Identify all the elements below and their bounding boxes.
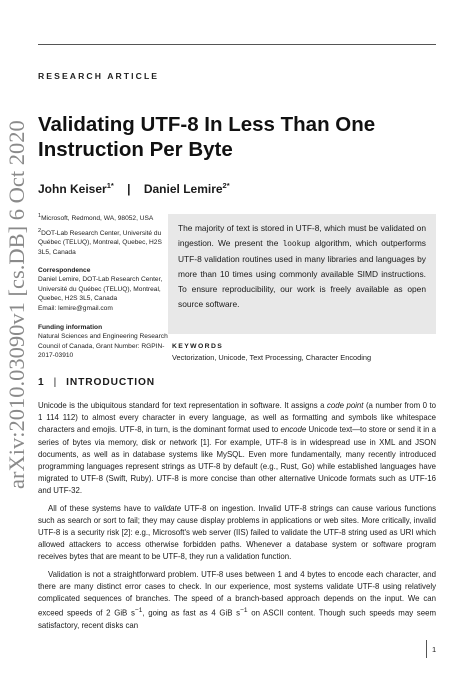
section-title: INTRODUCTION bbox=[66, 377, 156, 388]
keywords-heading: KEYWORDS bbox=[172, 343, 224, 350]
funding-block bbox=[38, 323, 170, 361]
section-separator: | bbox=[53, 377, 58, 388]
article-type-label: RESEARCH ARTICLE bbox=[38, 71, 160, 81]
author-affiliation-mark: 2* bbox=[222, 181, 230, 190]
footer-rule bbox=[426, 640, 427, 658]
abstract-part: algorithm, which outperforms UTF-8 validation routines used in many libraries and languages by more than 10 times using commonly available SIMD instructions. To ensure reproducibility, our work is freely available as open source software. bbox=[178, 237, 426, 309]
emphasis: encode bbox=[280, 425, 307, 435]
emphasis: code point bbox=[326, 401, 364, 410]
affiliation-number: 1 bbox=[38, 213, 42, 219]
paper-title: Validating UTF-8 In Less Than One Instruction Per Byte bbox=[38, 113, 376, 161]
correspondence-email: Email: lemire@gmail.com bbox=[38, 304, 113, 312]
affiliation-text: Microsoft, Redmond, WA, 98052, USA bbox=[41, 215, 154, 223]
exponent: −1 bbox=[134, 607, 143, 615]
body-paragraph: Validation is not a straightforward problem. UTF-8 uses between 1 and 4 bytes to encode each character, and there are many distinct error cases to check. In our experience, most systems validate UTF-8 using relatively complicated sequences of branches. The speed of a branch-based approach depends on the input. We can exceed speeds of 2 GiB $s^{-1}$, going as fast as 4 GiB $s^{-1}$ on ASCII content. Though such speeds may seem satisfactory, recent disks can bbox=[38, 569, 436, 631]
abstract-part: The majority of text is stored in UTF-8, which must be validated on ingestion. We present the bbox=[178, 223, 426, 248]
correspondence-heading: Correspondence bbox=[38, 267, 91, 274]
correspondence-block bbox=[38, 266, 170, 313]
abstract-box bbox=[168, 214, 436, 334]
author-line bbox=[38, 181, 230, 196]
funding-text: Natural Sciences and Engineering Research Council of Canada, Grant Number: RGPIN-2017-03910 bbox=[38, 333, 168, 360]
page-number: 1 bbox=[432, 645, 437, 654]
correspondence-address: Daniel Lemire, DOT-Lab Research Center, Université du Québec (TELUQ), Montreal, Quebec, H2S 3L5, Canada bbox=[38, 276, 163, 303]
affiliation-text: DOT-Lab Research Center, Université du Québec (TELUQ), Montreal, Quebec, H2S 3L5, Canada bbox=[38, 229, 162, 256]
keywords-text: Vectorization, Unicode, Text Processing, Character Encoding bbox=[172, 353, 372, 362]
section-number: 1 bbox=[38, 377, 45, 388]
body-paragraph: Unicode is the ubiquitous standard for text representation in software. It assigns a code point (a number from 0 to 1 114 112) to almost every character in every language, as well as formatting and symbols like whitespace characters and emojis. UTF-8, in turn, is the dominant format used to encode Unicode text—to store or send it in a series of bytes via memory, disk or network [1]. For example, UTF-8 is in widespread use in XML and JSON documents, as well as in database systems like MySQL. Even more fundamentally, many recently introduced programming languages represent strings as UTF-8 by default (e.g., Rust, Go) while established languages have migrated to UTF-8 (Swift, Ruby). UTF-8 is more concise than other alternative Unicode formats such as UTF-16 and UTF-32. bbox=[38, 401, 436, 496]
abstract-code: lookup bbox=[282, 240, 311, 249]
author-affiliation-mark: 1* bbox=[106, 181, 114, 190]
affiliations bbox=[38, 212, 170, 257]
abstract-text bbox=[168, 214, 436, 311]
header-rule bbox=[38, 44, 436, 45]
affiliation bbox=[38, 212, 170, 224]
author-name: Daniel Lemire bbox=[143, 182, 223, 196]
section-heading bbox=[38, 377, 155, 388]
affiliation-number: 2 bbox=[38, 227, 42, 234]
exponent: −1 bbox=[240, 607, 248, 615]
author-separator: | bbox=[127, 182, 131, 196]
funding-heading: Funding information bbox=[38, 324, 103, 331]
introduction-body bbox=[38, 400, 436, 662]
body-paragraph: All of these systems have to validate UTF-8 on ingestion. Invalid UTF-8 strings can cause various functions such as search or sort to fail; they may cause display problems in applications or web sites. More critically, invalid UTF-8 is a security risk [2]: e.g., Microsoft's web server (IIS) failed to validate the UTF-8 string used as URI which allowed attackers to access otherwise forbidden paths. Whenever a database system or software program receives bytes that are meant to be UTF-8, they run a validation function. bbox=[38, 503, 436, 562]
affiliation bbox=[38, 227, 170, 257]
arxiv-stamp: arXiv:2010.03090v1 [cs.DB] 6 Oct 2020 bbox=[4, 120, 29, 489]
author-name: John Keiser bbox=[38, 182, 107, 196]
emphasis: validate bbox=[154, 503, 182, 513]
